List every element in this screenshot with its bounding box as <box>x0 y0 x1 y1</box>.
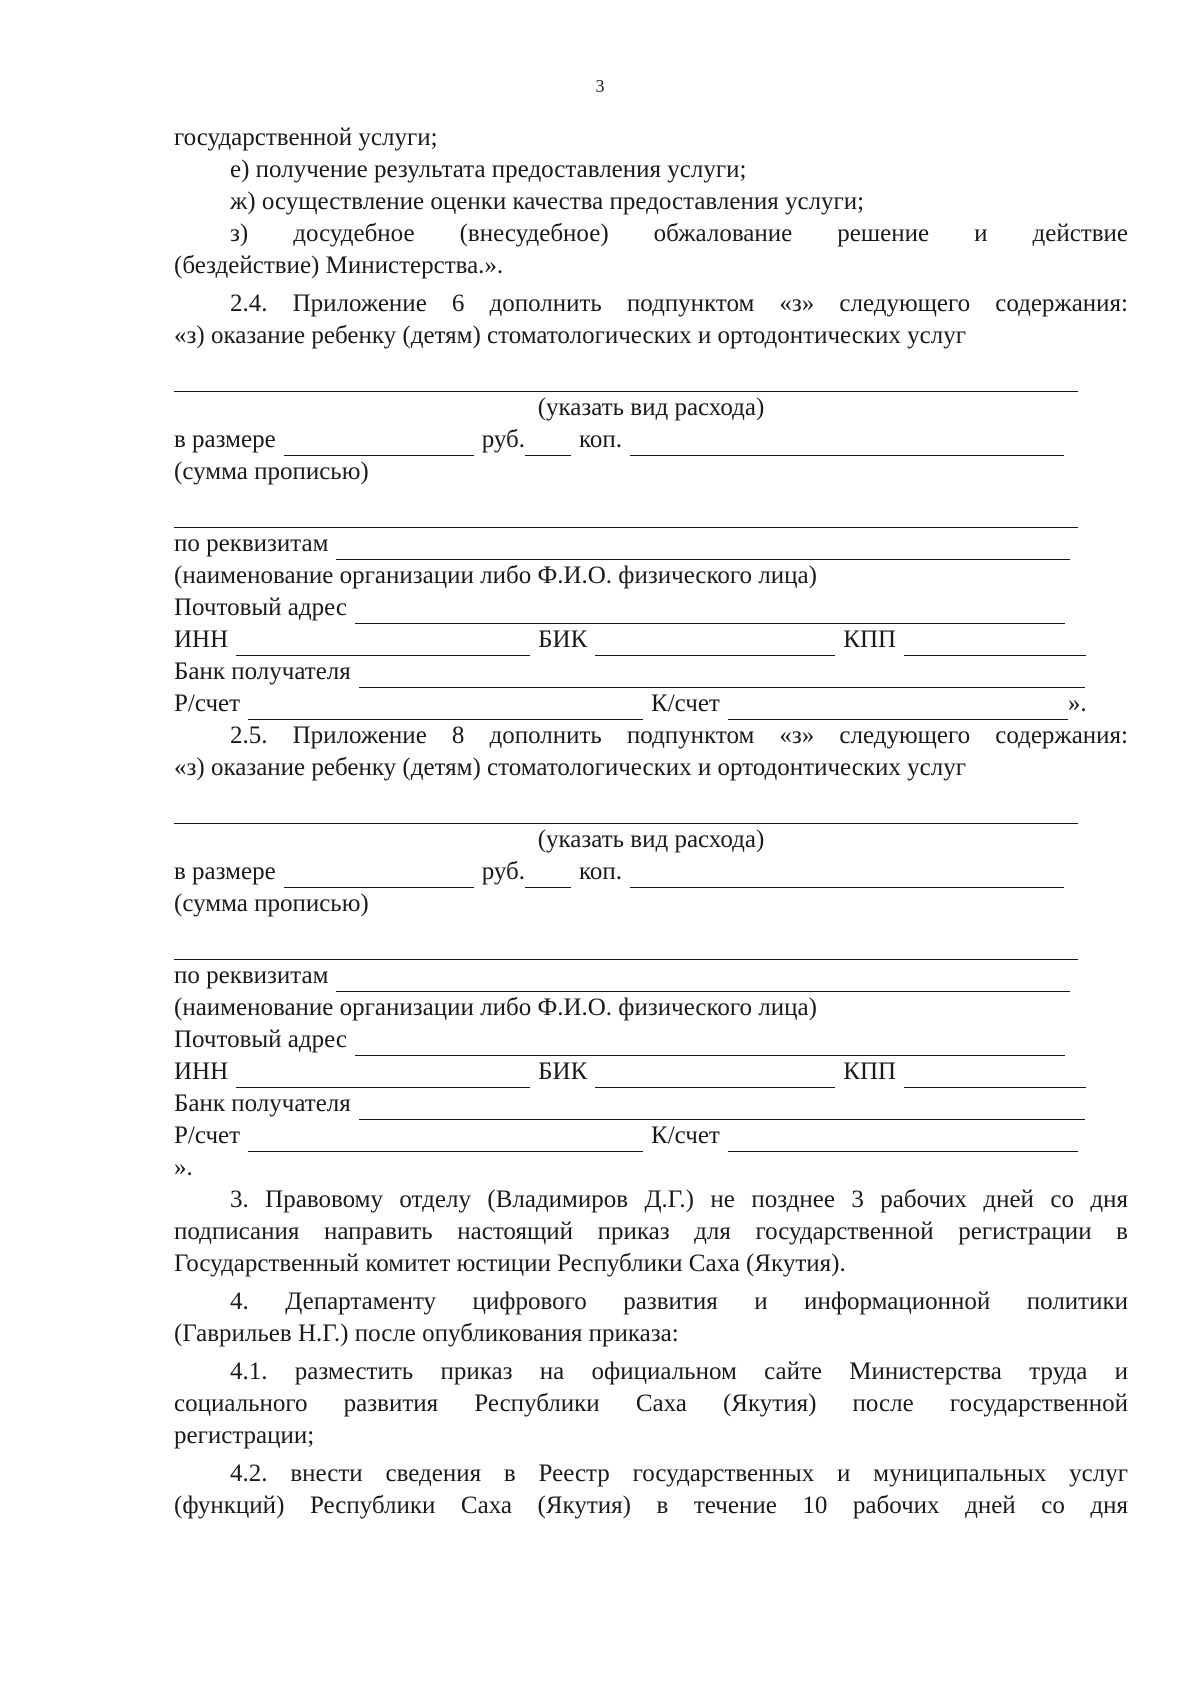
amount-rubles-field[interactable] <box>284 862 474 888</box>
kop-label: коп. <box>579 858 623 885</box>
kpp-field[interactable] <box>904 630 1086 656</box>
inn-label: ИНН <box>174 626 229 653</box>
corr-account-field[interactable] <box>728 1126 1078 1152</box>
paragraph-3-line-2: подписания направить настоящий приказ для государственной регистрации в <box>174 1218 1128 1245</box>
account-field[interactable] <box>248 1126 643 1152</box>
amount-kopecks-field[interactable] <box>525 430 571 456</box>
by-details-label: по реквизитам <box>174 530 329 557</box>
recipient-name-caption: (наименование организации либо Ф.И.О. физического лица) <box>174 994 817 1021</box>
paragraph-2-5-line-1: 2.5. Приложение 8 дополнить подпунктом «з» следующего содержания: <box>230 722 1128 749</box>
paragraph-2-5-line-2: «з) оказание ребенку (детям) стоматологических и ортодонтических услуг <box>174 754 966 781</box>
amount-rubles-field[interactable] <box>284 430 474 456</box>
corr-account-label: К/счет <box>651 690 720 717</box>
paragraph-4-1-line-2: социального развития Республики Саха (Якутия) после государственной <box>174 1390 1128 1417</box>
kpp-label: КПП <box>843 626 897 653</box>
postal-address-label: Почтовый адрес <box>174 1026 347 1053</box>
amount-words-field[interactable] <box>630 862 1064 888</box>
expense-type-caption: (указать вид расхода) <box>537 826 765 853</box>
bik-field[interactable] <box>595 1062 835 1088</box>
form-1-close-quote: ». <box>1067 690 1087 717</box>
bank-label: Банк получателя <box>174 658 351 685</box>
paragraph-4-2-line-2: (функций) Республики Саха (Якутия) в течение 10 рабочих дней со дня <box>174 1492 1128 1519</box>
paragraph-4-line-2: (Гаврильев Н.Г.) после опубликования приказа: <box>174 1320 679 1347</box>
bik-label: БИК <box>538 626 588 653</box>
account-field[interactable] <box>248 694 643 720</box>
amount-words-caption: (сумма прописью) <box>174 890 369 917</box>
amount-words-caption: (сумма прописью) <box>174 458 369 485</box>
by-details-label: по реквизитам <box>174 962 329 989</box>
paragraph-3-line-3: Государственный комитет юстиции Республики Саха (Якутия). <box>174 1250 846 1277</box>
rub-label: руб. <box>481 858 525 885</box>
account-label: Р/счет <box>174 690 241 717</box>
account-label: Р/счет <box>174 1122 241 1149</box>
kpp-label: КПП <box>843 1058 897 1085</box>
paragraph-3-line-1: 3. Правовому отделу (Владимиров Д.Г.) не позднее 3 рабочих дней со дня <box>230 1186 1128 1213</box>
inn-field[interactable] <box>236 630 530 656</box>
postal-address-field[interactable] <box>355 598 1065 624</box>
amount-words-field[interactable] <box>630 430 1064 456</box>
bik-label: БИК <box>538 1058 588 1085</box>
expense-type-caption: (указать вид расхода) <box>537 394 765 421</box>
postal-address-label: Почтовый адрес <box>174 594 347 621</box>
kpp-field[interactable] <box>904 1062 1086 1088</box>
paragraph-4-1-line-3: регистрации; <box>174 1422 315 1449</box>
text-line: ж) осуществление оценки качества предоставления услуги; <box>230 188 865 215</box>
in-amount-label: в размере <box>174 858 276 885</box>
postal-address-field[interactable] <box>355 1030 1065 1056</box>
inn-field[interactable] <box>236 1062 530 1088</box>
document-body <box>174 122 1128 1522</box>
page-number: 3 <box>595 76 605 96</box>
text-line: государственной услуги; <box>174 124 438 151</box>
text-line: е) получение результата предоставления услуги; <box>230 156 747 183</box>
bik-field[interactable] <box>595 630 835 656</box>
payment-details-form-1 <box>174 360 1128 720</box>
in-amount-label: в размере <box>174 426 276 453</box>
kop-label: коп. <box>579 426 623 453</box>
amount-kopecks-field[interactable] <box>525 862 571 888</box>
corr-account-label: К/счет <box>651 1122 720 1149</box>
inn-label: ИНН <box>174 1058 229 1085</box>
recipient-name-caption: (наименование организации либо Ф.И.О. физического лица) <box>174 562 817 589</box>
paragraph-2-4-line-2: «з) оказание ребенку (детям) стоматологических и ортодонтических услуг <box>174 322 966 349</box>
bank-field[interactable] <box>359 662 1085 688</box>
paragraph-4-line-1: 4. Департаменту цифрового развития и информационной политики <box>230 1288 1128 1315</box>
bank-field[interactable] <box>359 1094 1085 1120</box>
corr-account-field[interactable] <box>728 694 1068 720</box>
paragraph-4-2-line-1: 4.2. внести сведения в Реестр государственных и муниципальных услуг <box>230 1460 1128 1487</box>
payment-details-form-2 <box>174 792 1128 1184</box>
bank-label: Банк получателя <box>174 1090 351 1117</box>
text-line: з) досудебное (внесудебное) обжалование решение и действие <box>230 220 1128 247</box>
form-2-close-quote: ». <box>174 1154 193 1181</box>
recipient-name-field[interactable] <box>336 534 1070 560</box>
paragraph-4-1-line-1: 4.1. разместить приказ на официальном сайте Министерства труда и <box>230 1358 1128 1385</box>
recipient-name-field[interactable] <box>336 966 1070 992</box>
text-line: (бездействие) Министерства.». <box>174 252 504 279</box>
rub-label: руб. <box>481 426 525 453</box>
paragraph-2-4-line-1: 2.4. Приложение 6 дополнить подпунктом «з» следующего содержания: <box>230 290 1128 317</box>
